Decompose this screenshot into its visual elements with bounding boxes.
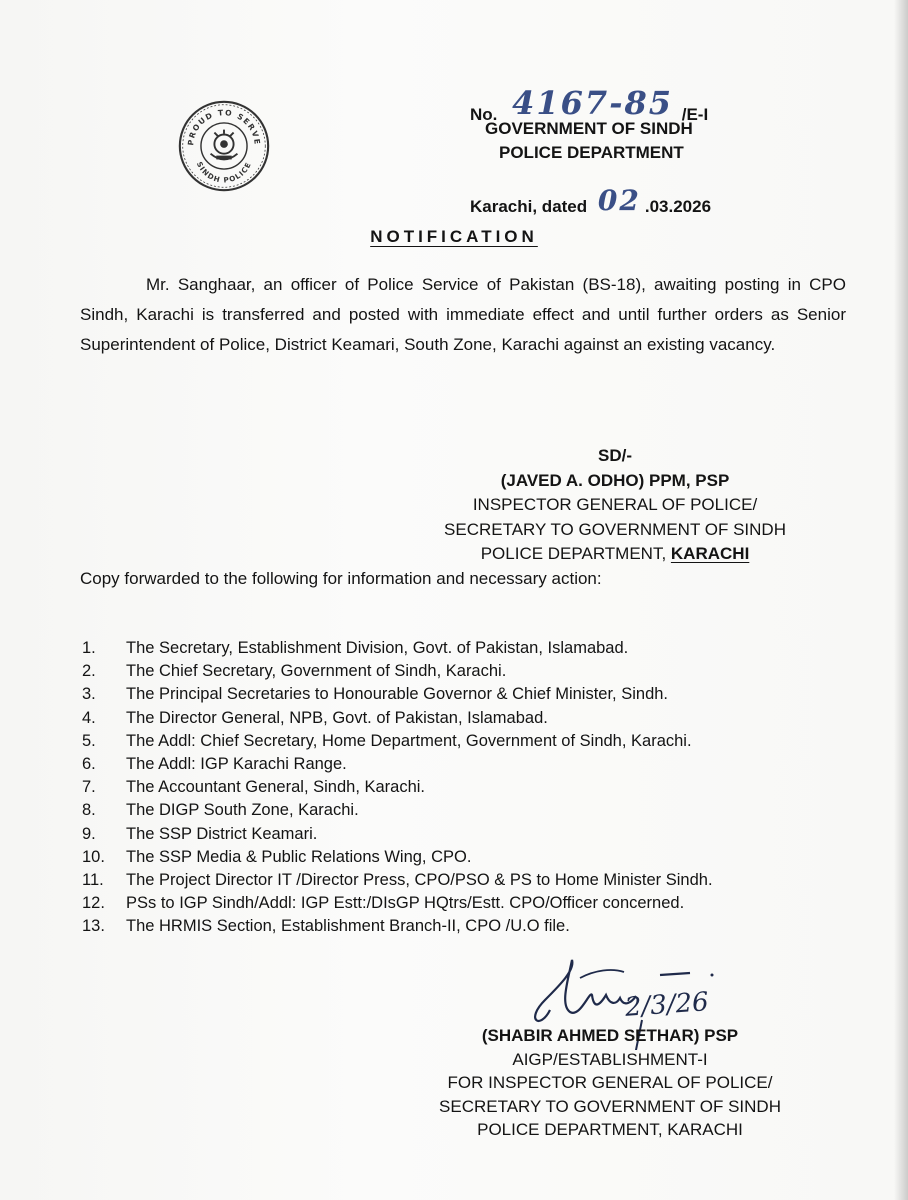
- list-item: [82, 799, 862, 822]
- second-signatory-designation-2: FOR INSPECTOR GENERAL OF POLICE/: [447, 1073, 773, 1092]
- list-item: [82, 869, 862, 892]
- list-item: [82, 637, 862, 660]
- list-item: [82, 707, 862, 730]
- seal-bottom-text: SINDH POLICE: [194, 160, 254, 185]
- list-item-number: 6.: [82, 755, 96, 774]
- second-signatory-designation-3: SECRETARY TO GOVERNMENT OF SINDH: [439, 1096, 781, 1116]
- list-item: [82, 892, 862, 915]
- signatory-name: (JAVED A. ODHO) PPM, PSP: [500, 470, 730, 490]
- second-signatory-designation-4: POLICE DEPARTMENT, KARACHI: [477, 1120, 743, 1139]
- seal-top-text: PROUD TO SERVE: [186, 108, 262, 147]
- notification-title: NOTIFICATION: [370, 227, 538, 246]
- list-item: [82, 683, 862, 706]
- signatory-city: KARACHI: [670, 544, 750, 563]
- signatory-designation-2: SECRETARY TO GOVERNMENT OF SINDH: [444, 519, 786, 539]
- list-item-text: The Director General, NPB, Govt. of Pakistan, Islamabad.: [126, 708, 548, 727]
- reference-handwritten-number: 4167-85: [512, 84, 673, 122]
- reference-suffix: /E-I: [681, 105, 709, 124]
- list-item-number: 10.: [82, 847, 105, 866]
- date-prefix: Karachi, dated: [470, 197, 588, 216]
- svg-text:SINDH POLICE: [195, 160, 253, 184]
- list-item: [82, 776, 862, 799]
- list-item-number: 1.: [82, 639, 96, 657]
- list-item-text: The SSP District Keamari.: [126, 824, 318, 843]
- signatory-designation-3-prefix: POLICE DEPARTMENT,: [480, 544, 667, 563]
- list-item: [82, 753, 862, 776]
- second-signatory-name: (SHABIR AHMED SETHAR) PSP: [481, 1026, 739, 1045]
- list-item-text: The Addl: Chief Secretary, Home Department, Government of Sindh, Karachi.: [126, 731, 692, 750]
- list-item-text: The SSP Media & Public Relations Wing, CPO.: [126, 847, 472, 866]
- distribution-list: [82, 637, 862, 939]
- signature-handwritten-date: 2/3/26: [624, 987, 710, 1023]
- date-suffix: .03.2026: [644, 197, 712, 216]
- list-item-text: The Principal Secretaries to Honourable Governor & Chief Minister, Sindh.: [126, 685, 669, 704]
- list-item-number: 3.: [82, 685, 96, 704]
- list-item-text: The DIGP South Zone, Karachi.: [126, 801, 359, 820]
- list-item: [82, 730, 862, 753]
- list-item-text: PSs to IGP Sindh/Addl: IGP Estt:/DIsGP HQtrs/Estt. CPO/Officer concerned.: [126, 894, 685, 913]
- list-item-number: 5.: [82, 731, 96, 750]
- list-item-number: 8.: [82, 801, 96, 820]
- list-item-text: The Addl: IGP Karachi Range.: [126, 755, 347, 774]
- list-item-number: 13.: [82, 917, 105, 936]
- government-line: GOVERNMENT OF SINDH: [485, 119, 693, 138]
- list-item-text: The Secretary, Establishment Division, Govt. of Pakistan, Islamabad.: [126, 639, 629, 657]
- reference-prefix: No.: [470, 105, 498, 124]
- signatory-block: [400, 444, 830, 567]
- list-item: [82, 660, 862, 683]
- list-item-text: The Chief Secretary, Government of Sindh, Karachi.: [126, 662, 507, 681]
- list-item: [82, 846, 862, 869]
- list-item: [82, 823, 862, 846]
- second-signatory-designation-1: AIGP/ESTABLISHMENT-I: [512, 1049, 708, 1069]
- signatory-designation-3: [400, 542, 830, 567]
- sindh-police-seal-icon: [176, 98, 272, 194]
- list-item-number: 7.: [82, 778, 96, 797]
- date-line: [470, 186, 711, 219]
- list-item-text: The Project Director IT /Director Press, CPO/PSO & PS to Home Minister Sindh.: [126, 871, 713, 890]
- list-item-number: 2.: [82, 662, 96, 681]
- list-item-number: 11.: [82, 871, 104, 890]
- page-edge-shadow: [894, 0, 908, 1200]
- list-item-number: 9.: [82, 824, 96, 843]
- list-item-number: 4.: [82, 708, 96, 727]
- department-line: POLICE DEPARTMENT: [499, 143, 684, 162]
- signatory-designation-1: INSPECTOR GENERAL OF POLICE/: [472, 495, 758, 514]
- list-item-text: The HRMIS Section, Establishment Branch-II, CPO /U.O file.: [126, 917, 570, 936]
- list-item-number: 12.: [82, 894, 105, 913]
- date-handwritten-day: 02: [597, 184, 641, 217]
- signed-mark: SD/-: [598, 446, 632, 465]
- notification-body: Mr. Sanghaar, an officer of Police Service of Pakistan (BS-18), awaiting posting in CPO Sindh, Karachi is transferred and posted with immediate effect and until further orders as Senior Superintendent of Police, District Keamari, South Zone, Karachi against an existing vacancy.: [80, 275, 846, 354]
- copy-forwarded-intro: Copy forwarded to the following for information and necessary action:: [80, 569, 602, 588]
- list-item-text: The Accountant General, Sindh, Karachi.: [126, 778, 426, 797]
- second-signatory-block: [395, 1024, 825, 1142]
- list-item: [82, 915, 862, 938]
